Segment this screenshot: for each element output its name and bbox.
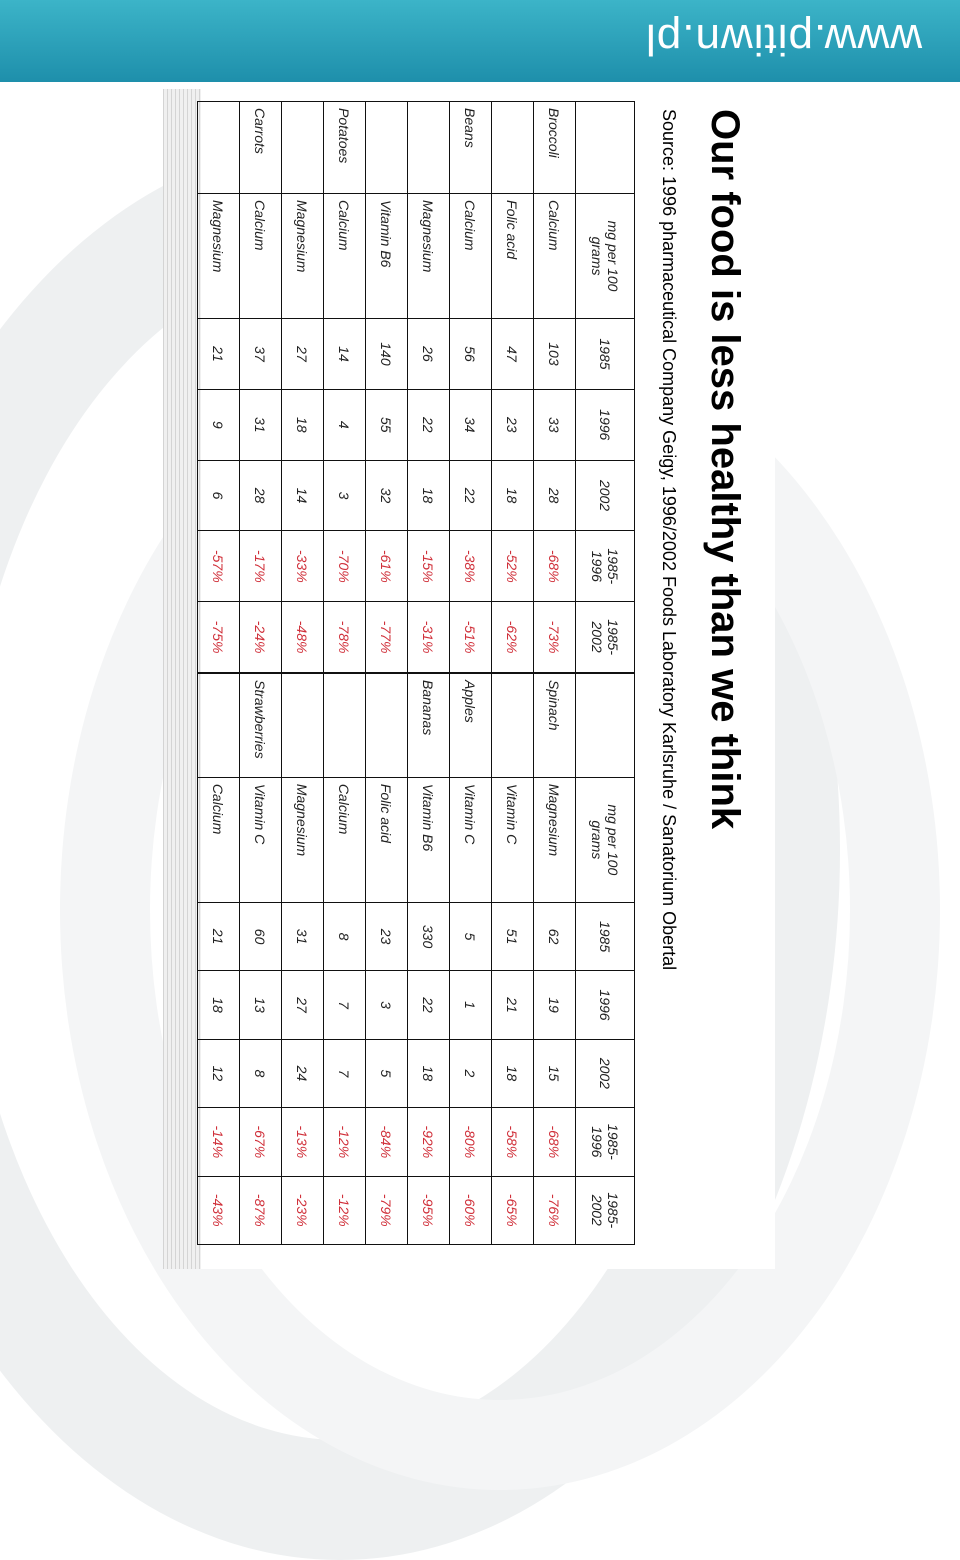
change-1985-2002-cell: -78% xyxy=(324,602,366,673)
table-row xyxy=(366,674,408,1245)
column-header: 2002 xyxy=(576,460,635,531)
change-1985-1996-cell: -14% xyxy=(198,1108,240,1176)
change-1985-2002-cell: -62% xyxy=(492,602,534,673)
food-cell xyxy=(198,674,240,778)
value-1985-cell: 37 xyxy=(240,319,282,390)
nutrient-cell: Calcium xyxy=(240,194,282,319)
column-header: 1985 xyxy=(576,902,635,970)
nutrient-cell: Calcium xyxy=(324,777,366,902)
column-header: 1985-1996 xyxy=(576,1108,635,1176)
column-header: 1985-2002 xyxy=(576,1176,635,1244)
nutrient-cell: Magnesium xyxy=(282,777,324,902)
value-2002-cell: 3 xyxy=(324,460,366,531)
slide-image xyxy=(163,89,775,1269)
change-1985-1996-cell: -57% xyxy=(198,531,240,602)
table-row xyxy=(240,674,282,1245)
food-cell: Carrots xyxy=(240,102,282,194)
change-1985-1996-cell: -67% xyxy=(240,1108,282,1176)
food-cell xyxy=(282,674,324,778)
table-row xyxy=(492,102,534,673)
change-1985-1996-cell: -58% xyxy=(492,1108,534,1176)
value-1985-cell: 47 xyxy=(492,319,534,390)
value-1996-cell: 31 xyxy=(240,389,282,460)
nutrient-table-right xyxy=(197,673,635,1245)
change-1985-1996-cell: -84% xyxy=(366,1108,408,1176)
nutrient-cell: Folic acid xyxy=(492,194,534,319)
value-2002-cell: 18 xyxy=(408,1039,450,1107)
value-1985-cell: 60 xyxy=(240,902,282,970)
nutrient-cell: Calcium xyxy=(534,194,576,319)
value-1985-cell: 14 xyxy=(324,319,366,390)
value-1996-cell: 13 xyxy=(240,971,282,1039)
change-1985-1996-cell: -33% xyxy=(282,531,324,602)
value-2002-cell: 2 xyxy=(450,1039,492,1107)
value-1985-cell: 21 xyxy=(198,902,240,970)
value-1996-cell: 9 xyxy=(198,389,240,460)
slide-source: Source: 1996 pharmaceutical Company Geigy, 1996/2002 Foods Laboratory Karlsruhe / Sanatorium Obertal xyxy=(659,109,679,971)
header-banner xyxy=(0,0,960,82)
value-1985-cell: 103 xyxy=(534,319,576,390)
value-1996-cell: 21 xyxy=(492,971,534,1039)
value-2002-cell: 28 xyxy=(534,460,576,531)
table-row xyxy=(282,102,324,673)
change-1985-2002-cell: -51% xyxy=(450,602,492,673)
nutrient-cell: Folic acid xyxy=(366,777,408,902)
food-cell: Spinach xyxy=(534,674,576,778)
value-2002-cell: 18 xyxy=(492,1039,534,1107)
change-1985-2002-cell: -60% xyxy=(450,1176,492,1244)
food-cell xyxy=(282,102,324,194)
value-1996-cell: 3 xyxy=(366,971,408,1039)
food-cell xyxy=(324,674,366,778)
value-1996-cell: 23 xyxy=(492,389,534,460)
food-cell: Bananas xyxy=(408,674,450,778)
nutrient-cell: Vitamin C xyxy=(240,777,282,902)
table-row xyxy=(534,674,576,1245)
value-1985-cell: 21 xyxy=(198,319,240,390)
change-1985-2002-cell: -73% xyxy=(534,602,576,673)
column-header: 1985-2002 xyxy=(576,602,635,673)
food-cell: Beans xyxy=(450,102,492,194)
change-1985-2002-cell: -87% xyxy=(240,1176,282,1244)
change-1985-2002-cell: -95% xyxy=(408,1176,450,1244)
value-1985-cell: 51 xyxy=(492,902,534,970)
table-row xyxy=(492,674,534,1245)
change-1985-2002-cell: -43% xyxy=(198,1176,240,1244)
food-cell xyxy=(408,102,450,194)
value-1985-cell: 31 xyxy=(282,902,324,970)
table-row xyxy=(198,674,240,1245)
value-2002-cell: 5 xyxy=(366,1039,408,1107)
change-1985-1996-cell: -80% xyxy=(450,1108,492,1176)
nutrient-cell: Magnesium xyxy=(282,194,324,319)
table-row xyxy=(324,102,366,673)
change-1985-1996-cell: -12% xyxy=(324,1108,366,1176)
column-header: 1985-1996 xyxy=(576,531,635,602)
column-header: mg per 100 grams xyxy=(576,194,635,319)
table-row xyxy=(450,102,492,673)
table-row xyxy=(450,674,492,1245)
food-cell: Broccoli xyxy=(534,102,576,194)
value-1996-cell: 4 xyxy=(324,389,366,460)
change-1985-2002-cell: -75% xyxy=(198,602,240,673)
value-1985-cell: 5 xyxy=(450,902,492,970)
food-cell: Strawberries xyxy=(240,674,282,778)
value-2002-cell: 15 xyxy=(534,1039,576,1107)
food-cell: Apples xyxy=(450,674,492,778)
rotated-slide-content xyxy=(163,89,775,1269)
value-2002-cell: 32 xyxy=(366,460,408,531)
nutrient-cell: Magnesium xyxy=(408,194,450,319)
table-row xyxy=(366,102,408,673)
value-1985-cell: 26 xyxy=(408,319,450,390)
change-1985-1996-cell: -52% xyxy=(492,531,534,602)
change-1985-1996-cell: -68% xyxy=(534,531,576,602)
column-header xyxy=(576,674,635,778)
change-1985-2002-cell: -65% xyxy=(492,1176,534,1244)
change-1985-2002-cell: -31% xyxy=(408,602,450,673)
value-2002-cell: 18 xyxy=(408,460,450,531)
change-1985-2002-cell: -12% xyxy=(324,1176,366,1244)
change-1985-1996-cell: -92% xyxy=(408,1108,450,1176)
value-1996-cell: 22 xyxy=(408,971,450,1039)
food-cell xyxy=(492,674,534,778)
table-row xyxy=(282,674,324,1245)
value-1996-cell: 18 xyxy=(198,971,240,1039)
nutrient-cell: Vitamin C xyxy=(450,777,492,902)
value-1985-cell: 27 xyxy=(282,319,324,390)
nutrient-cell: Vitamin B6 xyxy=(408,777,450,902)
change-1985-1996-cell: -13% xyxy=(282,1108,324,1176)
column-header: 1996 xyxy=(576,971,635,1039)
banner-url: www.pitiwn.pl xyxy=(644,15,922,64)
food-cell: Potatoes xyxy=(324,102,366,194)
value-1996-cell: 27 xyxy=(282,971,324,1039)
value-1985-cell: 56 xyxy=(450,319,492,390)
change-1985-2002-cell: -77% xyxy=(366,602,408,673)
column-header: mg per 100 grams xyxy=(576,777,635,902)
table-row xyxy=(198,102,240,673)
value-1996-cell: 1 xyxy=(450,971,492,1039)
column-header xyxy=(576,102,635,194)
table-header-row xyxy=(576,674,635,1245)
food-cell xyxy=(366,102,408,194)
column-header: 2002 xyxy=(576,1039,635,1107)
food-cell xyxy=(198,102,240,194)
column-header: 1996 xyxy=(576,389,635,460)
value-1985-cell: 140 xyxy=(366,319,408,390)
table-row xyxy=(534,102,576,673)
nutrient-cell: Vitamin C xyxy=(492,777,534,902)
change-1985-2002-cell: -23% xyxy=(282,1176,324,1244)
value-1985-cell: 8 xyxy=(324,902,366,970)
value-1996-cell: 34 xyxy=(450,389,492,460)
nutrient-cell: Magnesium xyxy=(534,777,576,902)
food-cell xyxy=(492,102,534,194)
change-1985-1996-cell: -15% xyxy=(408,531,450,602)
value-2002-cell: 18 xyxy=(492,460,534,531)
change-1985-1996-cell: -38% xyxy=(450,531,492,602)
value-1996-cell: 55 xyxy=(366,389,408,460)
nutrient-table-left xyxy=(197,101,635,673)
table-row xyxy=(240,102,282,673)
table-row xyxy=(324,674,366,1245)
change-1985-1996-cell: -68% xyxy=(534,1108,576,1176)
change-1985-2002-cell: -24% xyxy=(240,602,282,673)
nutrient-cell: Calcium xyxy=(450,194,492,319)
value-2002-cell: 22 xyxy=(450,460,492,531)
change-1985-2002-cell: -79% xyxy=(366,1176,408,1244)
value-2002-cell: 12 xyxy=(198,1039,240,1107)
table-row xyxy=(408,102,450,673)
column-header: 1985 xyxy=(576,319,635,390)
value-2002-cell: 28 xyxy=(240,460,282,531)
change-1985-1996-cell: -17% xyxy=(240,531,282,602)
nutrient-cell: Calcium xyxy=(198,777,240,902)
value-2002-cell: 8 xyxy=(240,1039,282,1107)
value-1985-cell: 330 xyxy=(408,902,450,970)
food-cell xyxy=(366,674,408,778)
value-1985-cell: 23 xyxy=(366,902,408,970)
nutrient-cell: Calcium xyxy=(324,194,366,319)
value-2002-cell: 6 xyxy=(198,460,240,531)
value-1996-cell: 19 xyxy=(534,971,576,1039)
value-2002-cell: 24 xyxy=(282,1039,324,1107)
value-1996-cell: 18 xyxy=(282,389,324,460)
change-1985-2002-cell: -76% xyxy=(534,1176,576,1244)
change-1985-1996-cell: -61% xyxy=(366,531,408,602)
slide-title: Our food is less healthy than we think xyxy=(703,109,747,830)
value-2002-cell: 14 xyxy=(282,460,324,531)
value-1996-cell: 7 xyxy=(324,971,366,1039)
value-1996-cell: 33 xyxy=(534,389,576,460)
value-2002-cell: 7 xyxy=(324,1039,366,1107)
table-row xyxy=(408,674,450,1245)
nutrient-cell: Vitamin B6 xyxy=(366,194,408,319)
value-1996-cell: 22 xyxy=(408,389,450,460)
table-header-row xyxy=(576,102,635,673)
change-1985-1996-cell: -70% xyxy=(324,531,366,602)
change-1985-2002-cell: -48% xyxy=(282,602,324,673)
value-1985-cell: 62 xyxy=(534,902,576,970)
nutrient-cell: Magnesium xyxy=(198,194,240,319)
